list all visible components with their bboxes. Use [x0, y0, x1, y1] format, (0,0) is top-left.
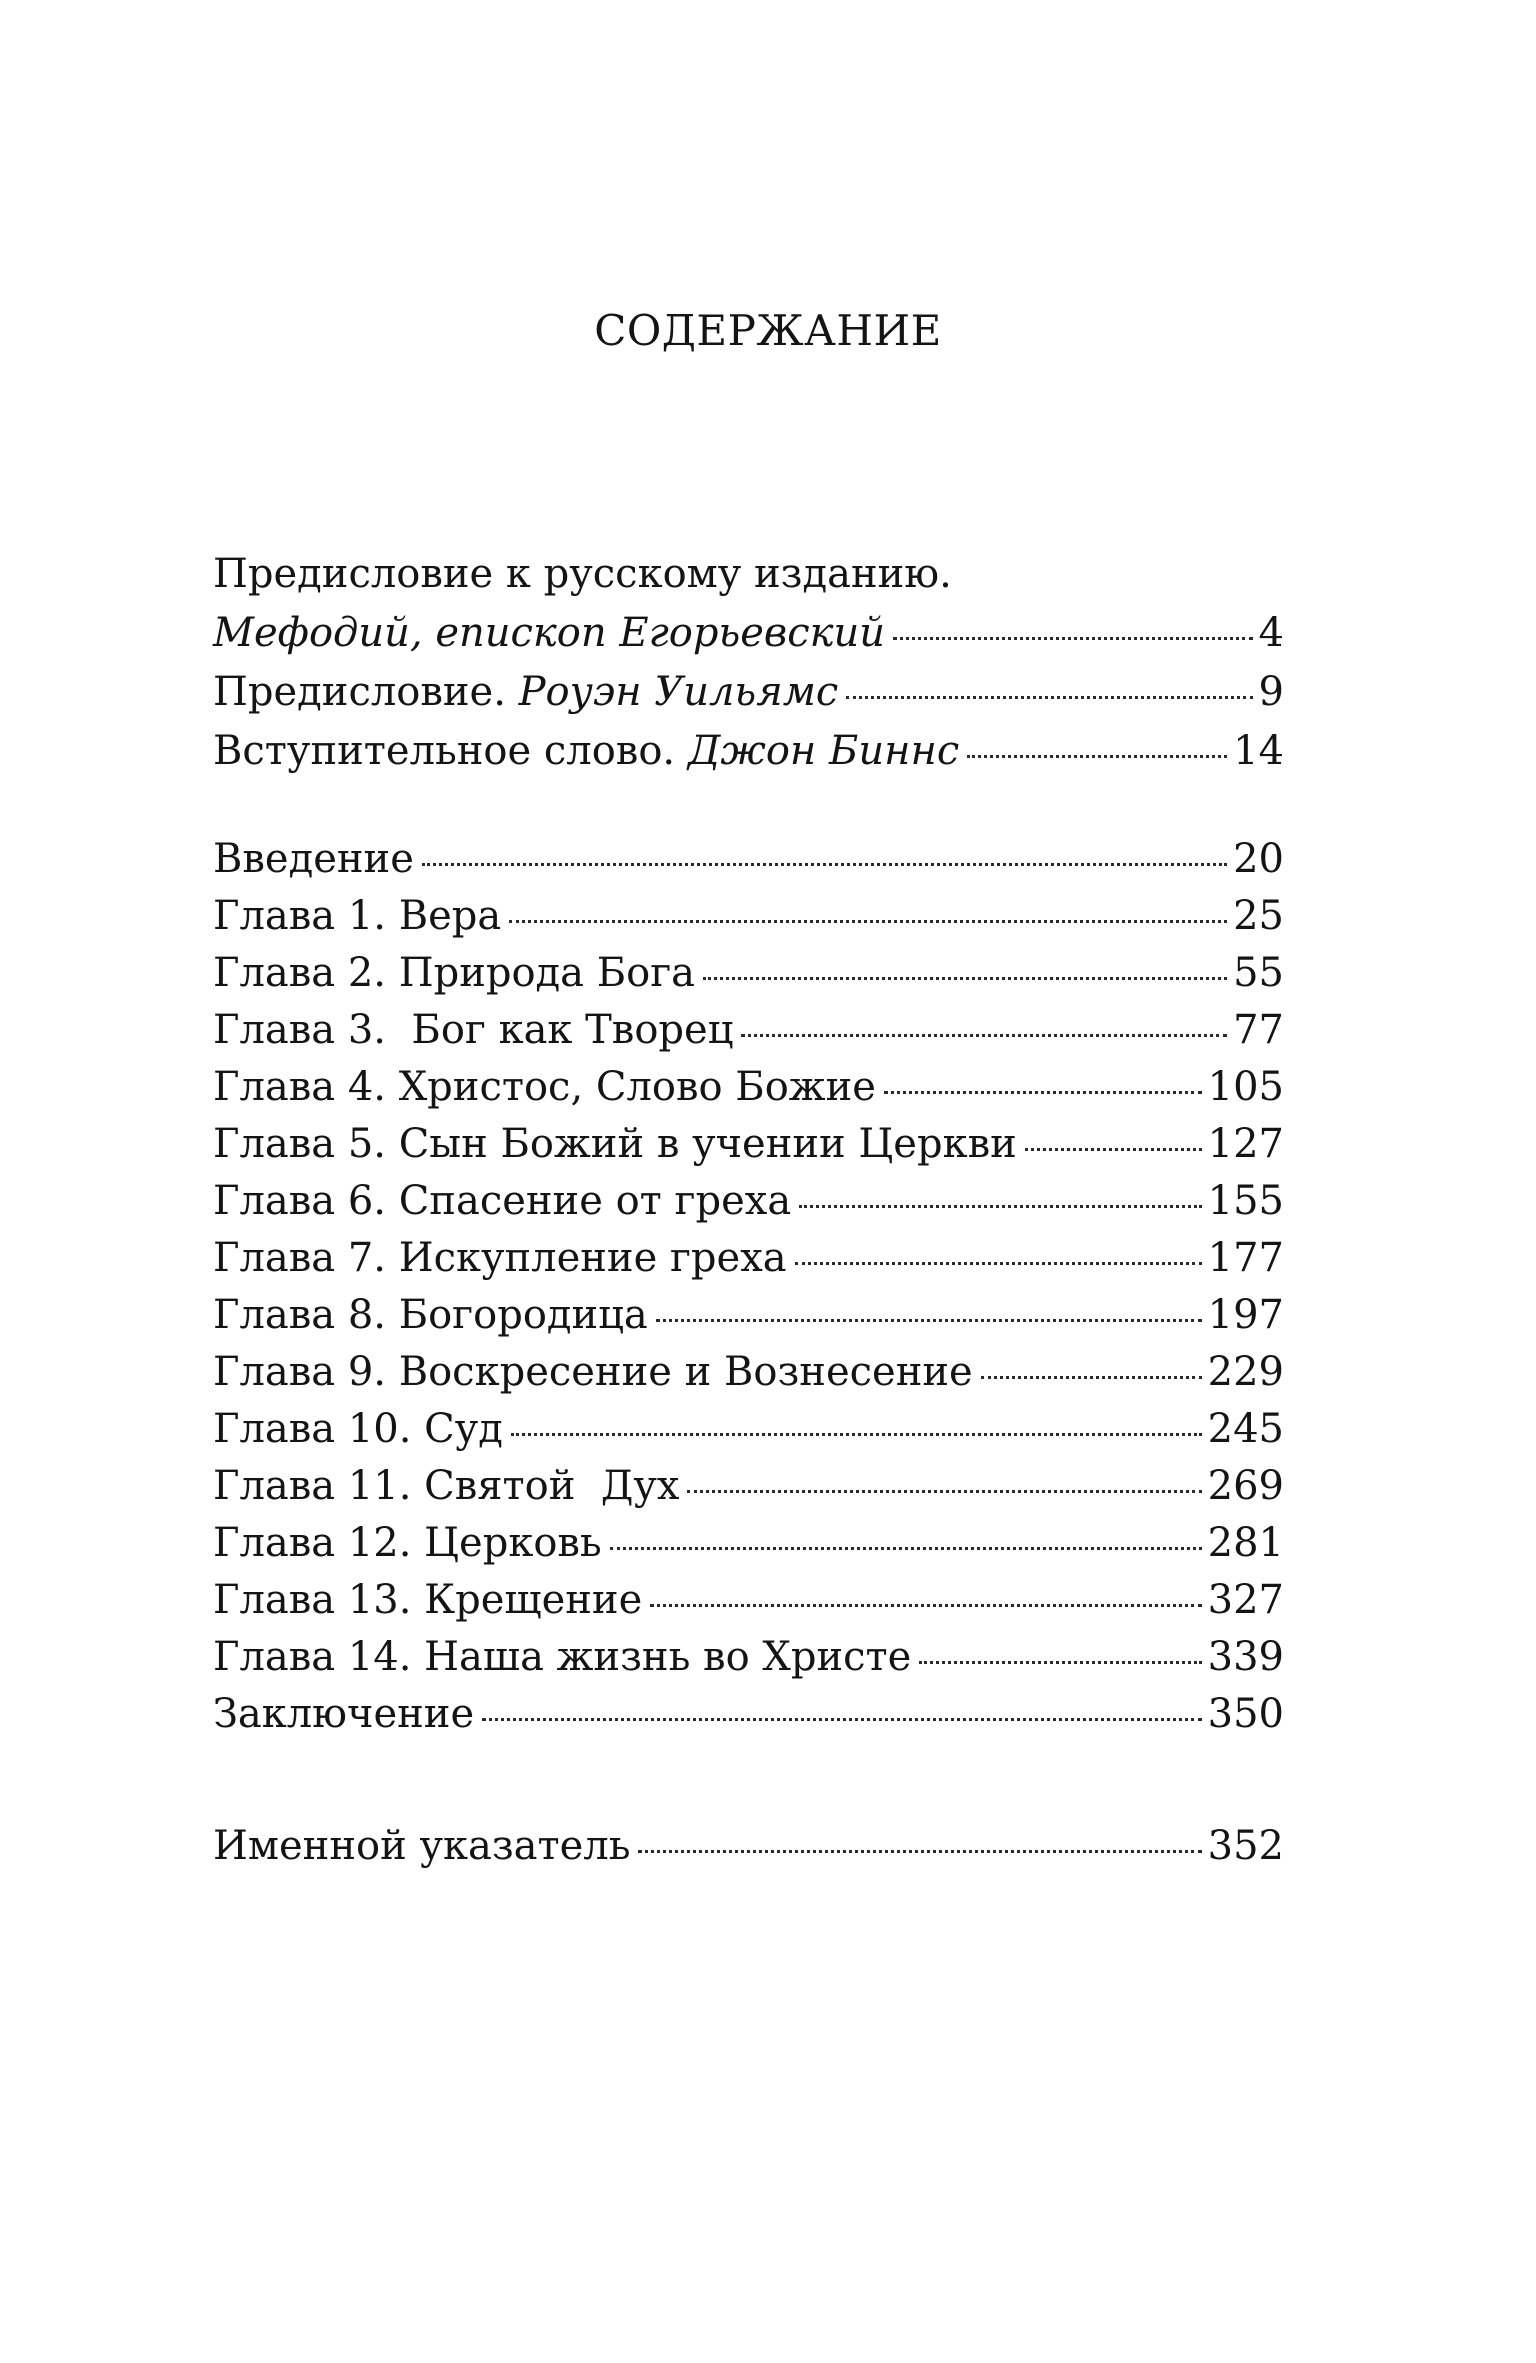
toc-entry [213, 1400, 1284, 1458]
toc-entry-page: 177 [1207, 1235, 1284, 1281]
toc-entry-page: 269 [1207, 1463, 1284, 1509]
dot-leader [967, 753, 1227, 758]
dot-leader [1025, 1146, 1202, 1151]
toc-entry-label: Глава 10. Суд [213, 1406, 503, 1452]
toc-entry-intro-word [213, 722, 1284, 780]
toc-entry-label: Глава 7. Искупление греха [213, 1235, 787, 1281]
toc-entry-page: 229 [1207, 1349, 1284, 1395]
dot-leader [884, 1089, 1202, 1094]
toc-entry-label: Глава 13. Крещение [213, 1577, 643, 1623]
toc-entry-page: 339 [1207, 1634, 1284, 1680]
dot-leader [509, 918, 1227, 923]
toc-entry-page: 4 [1258, 610, 1284, 656]
toc-entry-author: Мефодий, епископ Егорьевский [213, 610, 886, 656]
toc-entry-page: 281 [1207, 1520, 1284, 1566]
dot-leader [981, 1374, 1202, 1379]
toc-entry-label: Заключение [213, 1691, 475, 1737]
dot-leader [650, 1602, 1201, 1607]
toc-entry-page: 9 [1258, 669, 1284, 715]
toc-entry-label: Глава 14. Наша жизнь во Христе [213, 1634, 912, 1680]
toc-entry-page: 127 [1207, 1121, 1284, 1167]
toc-entry-label: Глава 3. Бог как Творец [213, 1007, 734, 1053]
toc-entry [213, 1457, 1284, 1515]
toc-entry-label: Предисловие. [213, 669, 519, 715]
toc-entry-preface [213, 663, 1284, 721]
dot-leader [482, 1716, 1202, 1721]
toc-entry-label: Введение [213, 836, 414, 882]
dot-leader [422, 861, 1227, 866]
toc-entry-page: 352 [1207, 1823, 1284, 1869]
toc-entry-page: 327 [1207, 1577, 1284, 1623]
toc-entry-author: Джон Биннс [687, 728, 960, 774]
toc-entry-page: 55 [1233, 950, 1284, 996]
dot-leader [799, 1203, 1201, 1208]
page-title: СОДЕРЖАНИЕ [594, 306, 942, 355]
toc-entry [213, 1571, 1284, 1629]
toc-entry-label: Глава 1. Вера [213, 893, 502, 939]
toc-entry-author: Роуэн Уильямс [518, 669, 839, 715]
dot-leader [511, 1431, 1202, 1436]
toc-entry-label: Глава 5. Сын Божий в учении Церкви [213, 1121, 1017, 1167]
toc-entry-page: 77 [1233, 1007, 1284, 1053]
toc-entry-page: 350 [1207, 1691, 1284, 1737]
dot-leader [846, 694, 1252, 699]
toc-entry [213, 1172, 1284, 1230]
toc-entry-page: 25 [1233, 893, 1284, 939]
toc-entry-index [213, 1817, 1284, 1875]
dot-leader [741, 1032, 1227, 1037]
toc-entry-preface-ru [213, 604, 1284, 662]
toc-entry-label: Предисловие к русскому изданию. [213, 551, 952, 597]
dot-leader [687, 1488, 1201, 1493]
dot-leader [919, 1659, 1201, 1664]
toc-entry [213, 1286, 1284, 1344]
toc-entry-preface-ru-title [213, 545, 1284, 603]
dot-leader [795, 1260, 1202, 1265]
toc-entry [213, 887, 1284, 945]
toc-entry [213, 1514, 1284, 1572]
dot-leader [656, 1317, 1202, 1322]
toc-entry [213, 830, 1284, 888]
toc-entry-label: Вступительное слово. [213, 728, 688, 774]
toc-entry-page: 20 [1233, 836, 1284, 882]
toc-entry-label: Глава 4. Христос, Слово Божие [213, 1064, 876, 1110]
dot-leader [703, 975, 1227, 980]
toc-entry [213, 1115, 1284, 1173]
toc-entry [213, 944, 1284, 1002]
dot-leader [638, 1848, 1201, 1853]
toc-entry-label: Глава 9. Воскресение и Вознесение [213, 1349, 973, 1395]
toc-entry-page: 155 [1207, 1178, 1284, 1224]
toc-entry [213, 1628, 1284, 1686]
dot-leader [893, 635, 1253, 640]
toc-entry-page: 14 [1233, 728, 1284, 774]
toc-entry [213, 1685, 1284, 1743]
toc-entry-page: 197 [1207, 1292, 1284, 1338]
toc-entry-label: Глава 12. Церковь [213, 1520, 602, 1566]
toc-entry [213, 1343, 1284, 1401]
toc-entry [213, 1229, 1284, 1287]
toc-entry [213, 1058, 1284, 1116]
toc-entry-label: Глава 2. Природа Бога [213, 950, 696, 996]
toc-entry-page: 105 [1207, 1064, 1284, 1110]
dot-leader [610, 1545, 1202, 1550]
toc-entry [213, 1001, 1284, 1059]
toc-entry-label: Глава 11. Святой Дух [213, 1463, 680, 1509]
toc-entry-label: Именной указатель [213, 1823, 631, 1869]
toc-entry-label: Глава 8. Богородица [213, 1292, 648, 1338]
toc-entry-label: Глава 6. Спасение от греха [213, 1178, 792, 1224]
toc-entry-page: 245 [1207, 1406, 1284, 1452]
